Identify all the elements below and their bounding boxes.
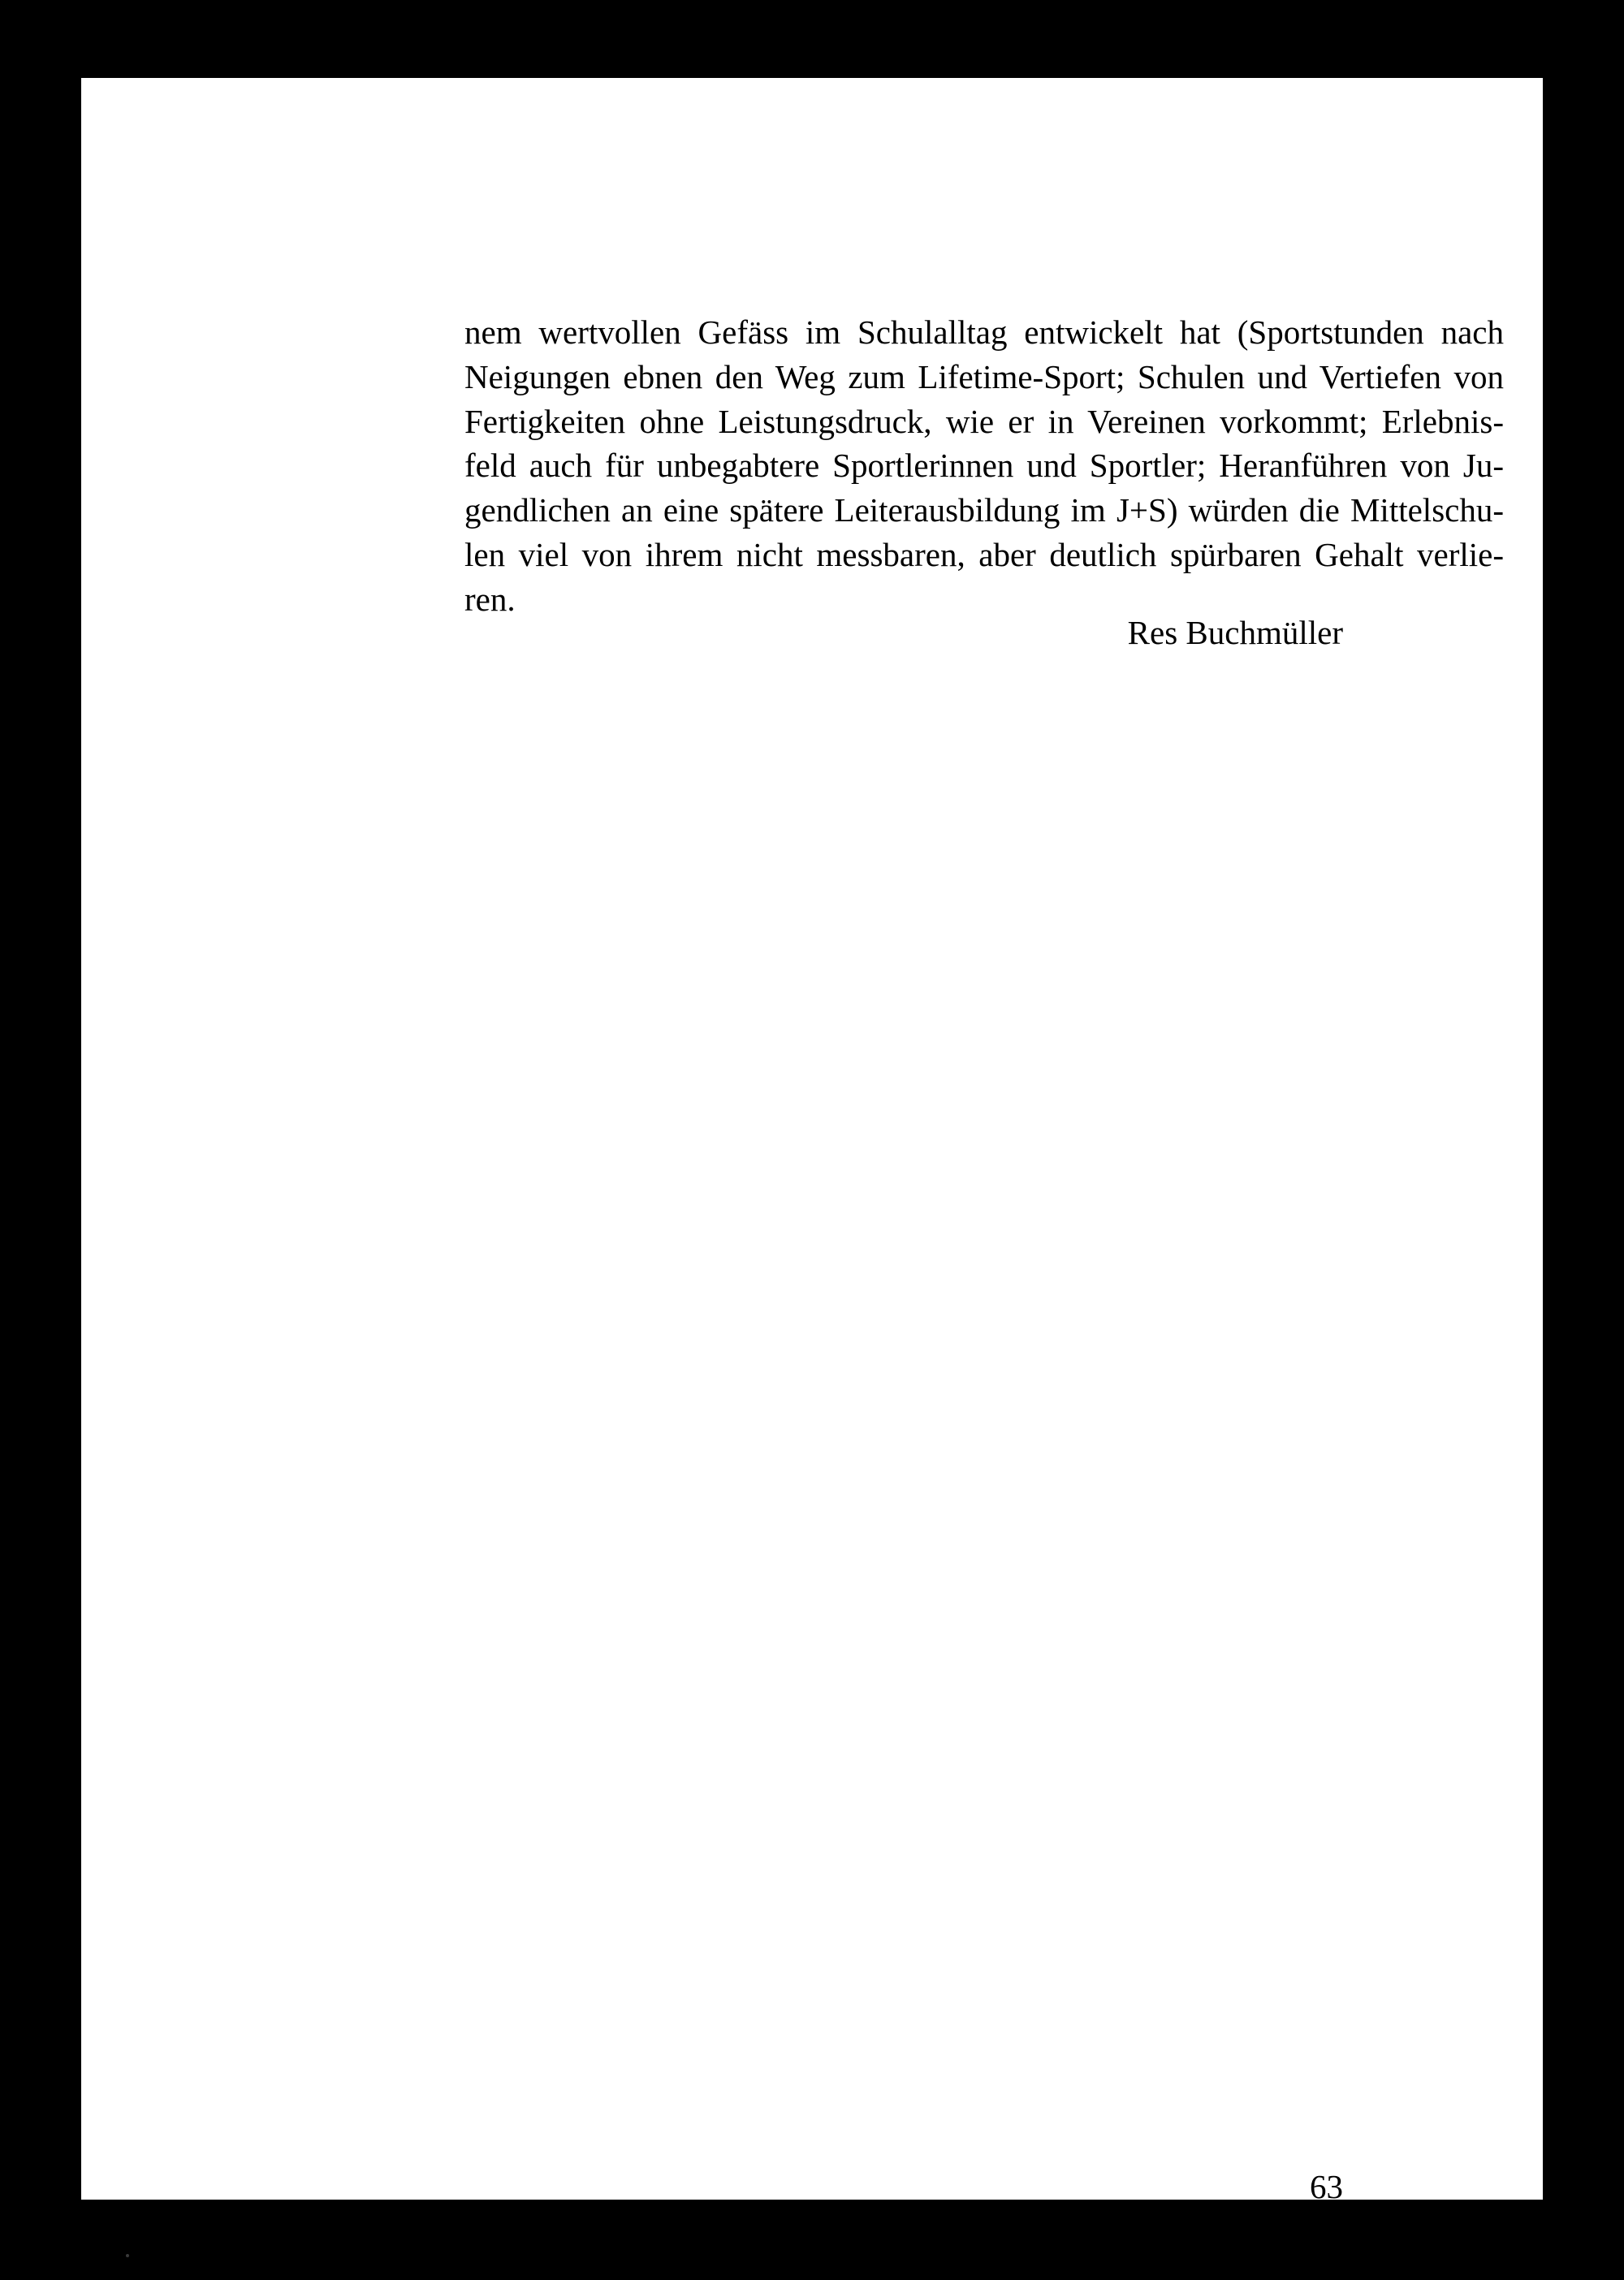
- body-line: feld auch für unbegabtere Sportlerinnen und Sportler; Heranführen von Ju-: [464, 447, 1504, 485]
- body-line: Neigungen ebnen den Weg zum Lifetime-Sport; Schulen und Vertiefen von: [464, 357, 1504, 395]
- body-line: Fertigkeiten ohne Leistungsdruck, wie er in Vereinen vorkommt; Erlebnis-: [464, 402, 1504, 440]
- scan-speck: [126, 2254, 129, 2257]
- body-paragraph: [464, 310, 1504, 622]
- body-line: len viel von ihrem nicht messbaren, aber deutlich spürbaren Gehalt verlie-: [464, 535, 1504, 573]
- body-line: gendlichen an eine spätere Leiterausbildung im J+S) würden die Mittelschu-: [464, 491, 1504, 529]
- body-line: ren.: [464, 580, 516, 618]
- document-page: [81, 78, 1543, 2205]
- page-number: 63: [1310, 2168, 1343, 2205]
- author-signature: Res Buchmüller: [1127, 614, 1343, 651]
- body-line: nem wertvollen Gefäss im Schulalltag entwickelt hat (Sportstunden nach: [464, 313, 1504, 351]
